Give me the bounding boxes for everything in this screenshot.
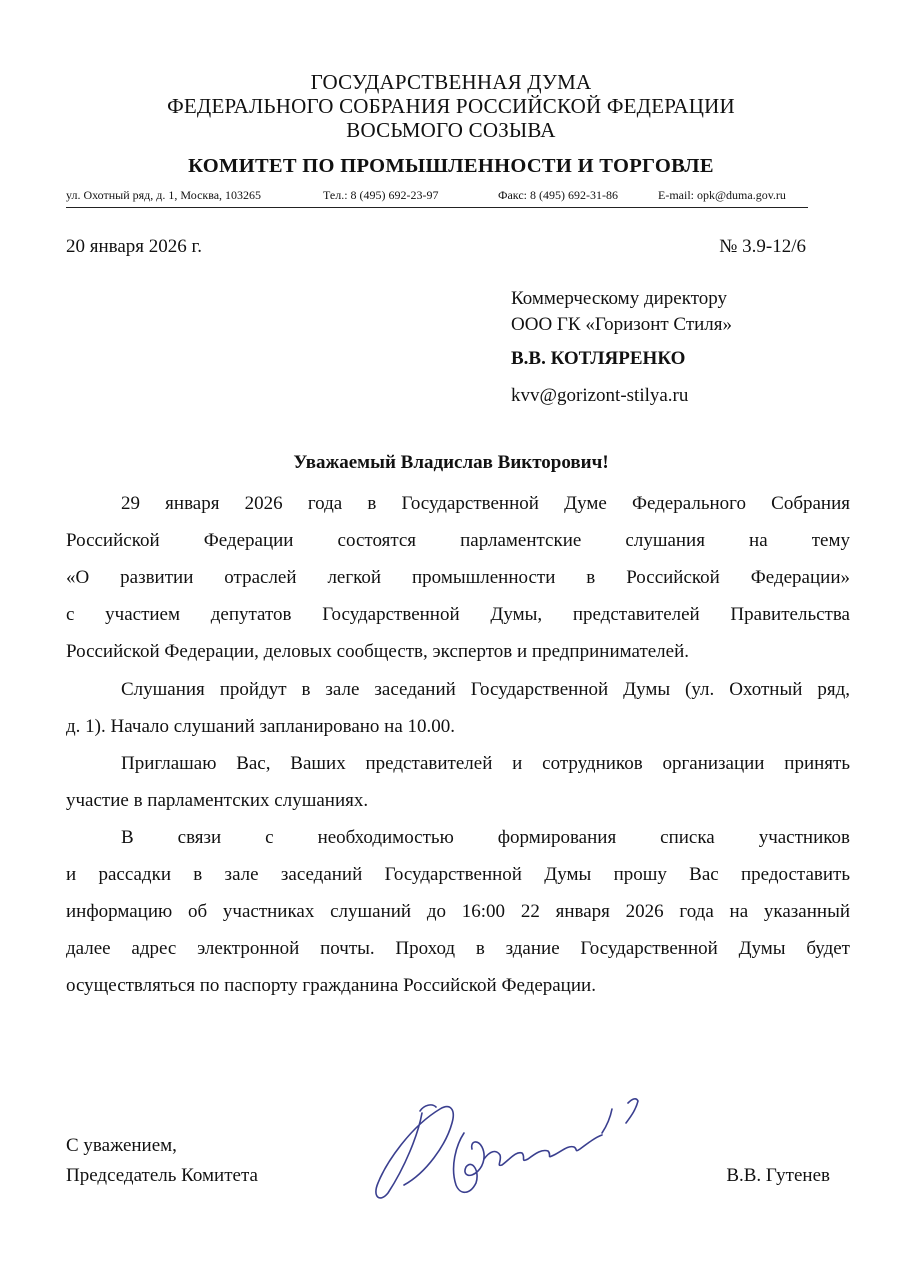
body-line: 29 января 2026 года в Государственной Думе Федерального Собрания [121, 493, 850, 514]
body-line: участие в парламентских слушаниях. [66, 790, 369, 811]
org-title-line-1: ГОСУДАРСТВЕННАЯ ДУМА [310, 70, 592, 94]
committee-title: КОМИТЕТ ПО ПРОМЫШЛЕННОСТИ И ТОРГОВЛЕ [188, 155, 714, 177]
salutation: Уважаемый Владислав Викторович! [293, 452, 609, 473]
recipient-name: В.В. КОТЛЯРЕНКО [511, 348, 686, 369]
letter-number: № 3.9-12/6 [719, 236, 806, 257]
body-line: Российской Федерации состоятся парламентские слушания на тему [66, 530, 850, 551]
recipient-position: Коммерческому директору [511, 288, 727, 309]
closing-regards: С уважением, [66, 1135, 177, 1156]
org-title-line-2: ФЕДЕРАЛЬНОГО СОБРАНИЯ РОССИЙСКОЙ ФЕДЕРАЦИИ [167, 94, 735, 118]
body-line: В связи с необходимостью формирования списка участников [121, 827, 850, 848]
recipient-company: ООО ГК «Горизонт Стиля» [511, 314, 733, 335]
body-line: с участием депутатов Государственной Думы, представителей Правительства [66, 604, 850, 625]
handwritten-signature [360, 1075, 660, 1215]
signatory-position: Председатель Комитета [66, 1165, 258, 1186]
body-line: и рассадки в зале заседаний Государственной Думы прошу Вас предоставить [66, 864, 850, 885]
recipient-email: kvv@gorizont-stilya.ru [511, 385, 689, 406]
fax-text: Факс: 8 (495) 692-31-86 [498, 188, 618, 202]
phone-text: Тел.: 8 (495) 692-23-97 [323, 188, 439, 202]
address-text: ул. Охотный ряд, д. 1, Москва, 103265 [66, 188, 262, 202]
body-line: «О развитии отраслей легкой промышленности в Российской Федерации» [66, 567, 850, 588]
body-line: Слушания пройдут в зале заседаний Государственной Думы (ул. Охотный ряд, [121, 679, 850, 700]
body-line: Приглашаю Вас, Ваших представителей и сотрудников организации принять [121, 753, 850, 774]
body-line: Российской Федерации, деловых сообществ, экспертов и предпринимателей. [66, 641, 690, 662]
body-line: д. 1). Начало слушаний запланировано на 10.00. [66, 716, 456, 737]
body-line: информацию об участниках слушаний до 16:00 22 января 2026 года на указанный [66, 901, 850, 922]
body-line: осуществляться по паспорту гражданина Российской Федерации. [66, 975, 596, 996]
letterhead-divider [66, 207, 808, 208]
signatory-name: В.В. Гутенев [726, 1165, 830, 1186]
letter-date: 20 января 2026 г. [66, 236, 202, 257]
body-line: далее адрес электронной почты. Проход в здание Государственной Думы будет [66, 938, 850, 959]
org-title-line-3: ВОСЬМОГО СОЗЫВА [346, 118, 556, 142]
email-text: E-mail: opk@duma.gov.ru [658, 188, 786, 202]
